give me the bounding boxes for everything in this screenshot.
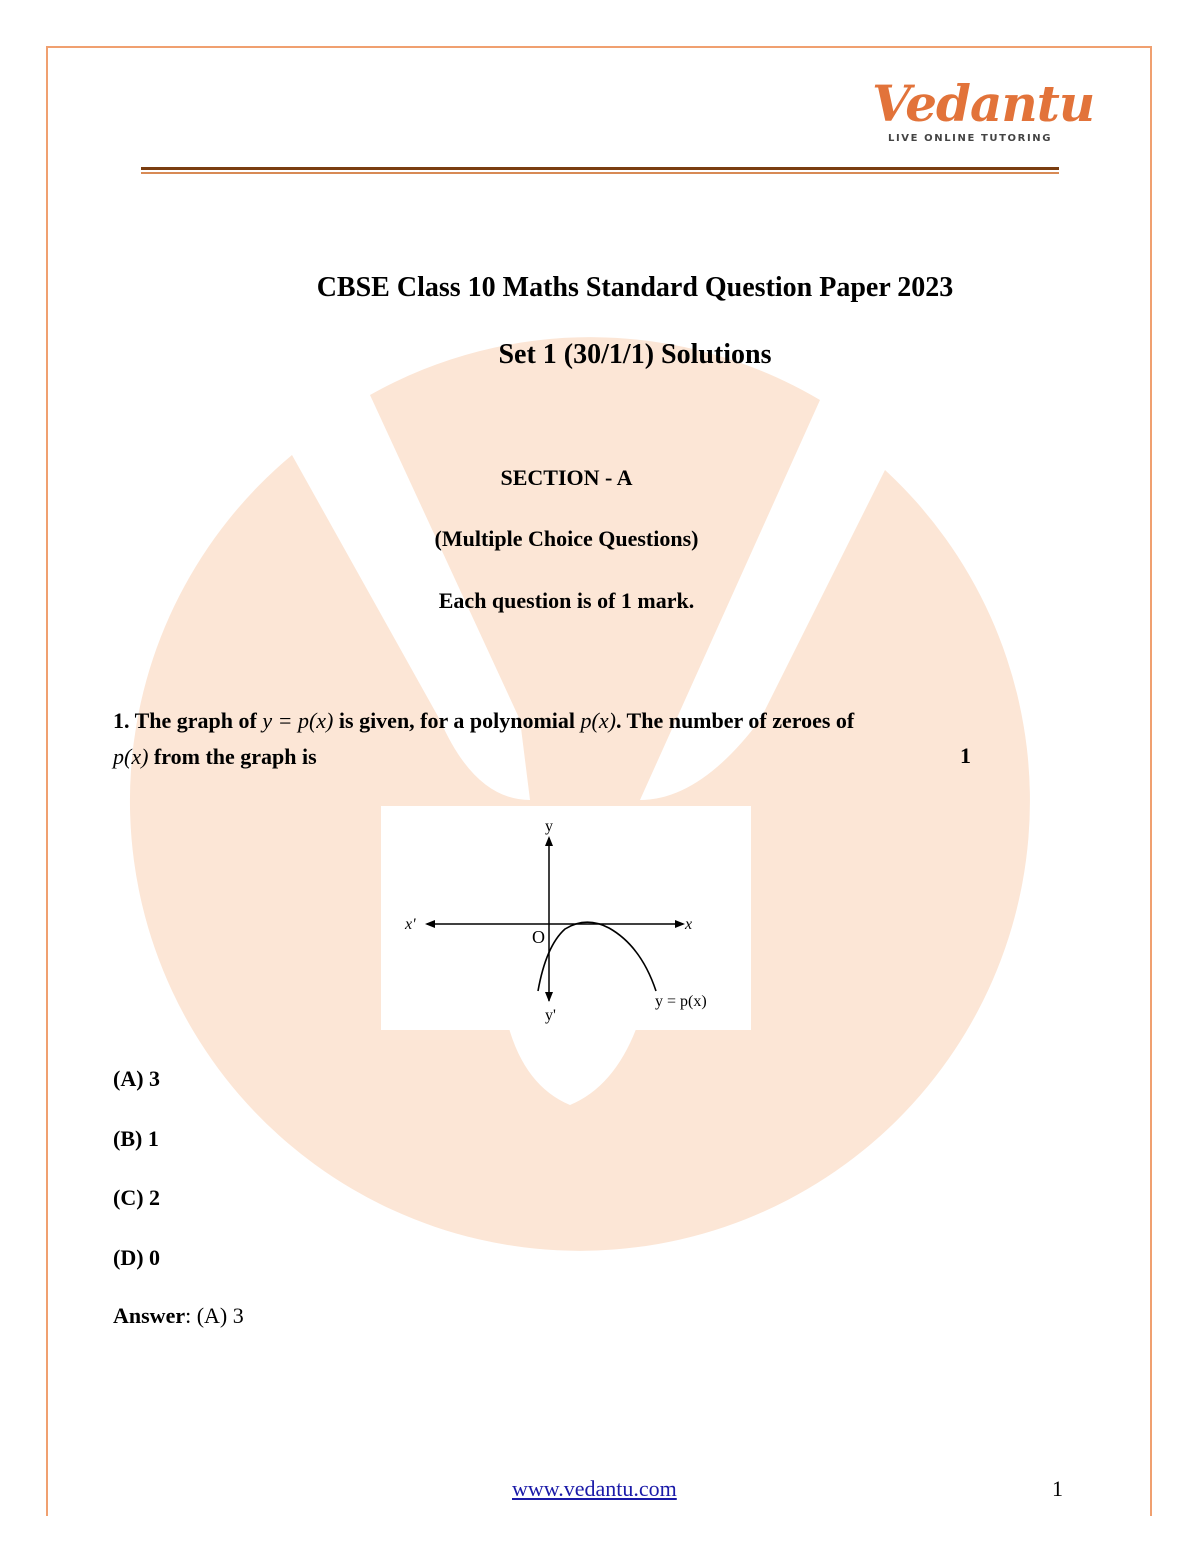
x-arrow-right (675, 920, 685, 928)
section-marks-note: Each question is of 1 mark. (438, 588, 695, 613)
answer-prefix: Answer (113, 1303, 186, 1328)
section-type: (Multiple Choice Questions) (434, 526, 699, 551)
polynomial-curve (538, 922, 656, 991)
question-math: y = p(x) (262, 708, 334, 733)
page-number: 1 (1052, 1476, 1063, 1501)
vedantu-logo (870, 74, 1095, 158)
question-math: p(x) (580, 708, 616, 733)
x-axis-label: x (685, 916, 693, 933)
y-axis-label: y (545, 818, 553, 835)
question-1-line-2 (113, 744, 317, 770)
question-marks: 1 (960, 743, 971, 768)
x-arrow-left (425, 920, 435, 928)
footer-website-link[interactable]: www.vedantu.com (512, 1476, 677, 1501)
question-text: . The number of zeroes of (615, 708, 855, 733)
option-b: (B) 1 (113, 1126, 159, 1151)
y-arrow-up (545, 836, 553, 846)
question-1-line-1 (113, 708, 854, 734)
header-divider (141, 167, 1059, 170)
origin-label: O (532, 927, 545, 947)
header-divider-accent (141, 172, 1059, 174)
answer-value: : (A) 3 (185, 1303, 244, 1328)
option-a: (A) 3 (113, 1066, 161, 1091)
y-prime-label: y' (545, 1007, 556, 1024)
answer (113, 1303, 244, 1329)
curve-label: y = p(x) (655, 993, 707, 1010)
option-d: (D) 0 (113, 1245, 161, 1270)
y-arrow-down (545, 992, 553, 1002)
x-prime-label: x' (405, 916, 416, 933)
page-title: CBSE Class 10 Maths Standard Question Paper 2023 (316, 272, 954, 303)
page-subtitle: Set 1 (30/1/1) Solutions (498, 339, 772, 370)
polynomial-graph (381, 806, 751, 1030)
question-text: is given, for a polynomial (338, 708, 576, 733)
question-text: The graph of (134, 708, 257, 733)
option-c: (C) 2 (113, 1185, 161, 1210)
question-text: from the graph is (153, 744, 317, 769)
page-border (46, 46, 1152, 1516)
question-math: p(x) (113, 744, 149, 769)
logo-tagline: LIVE ONLINE TUTORING (888, 133, 1053, 144)
question-number: 1. (113, 708, 130, 733)
section-heading: SECTION - A (500, 465, 633, 490)
logo-wordmark: Vedantu (872, 74, 1095, 133)
